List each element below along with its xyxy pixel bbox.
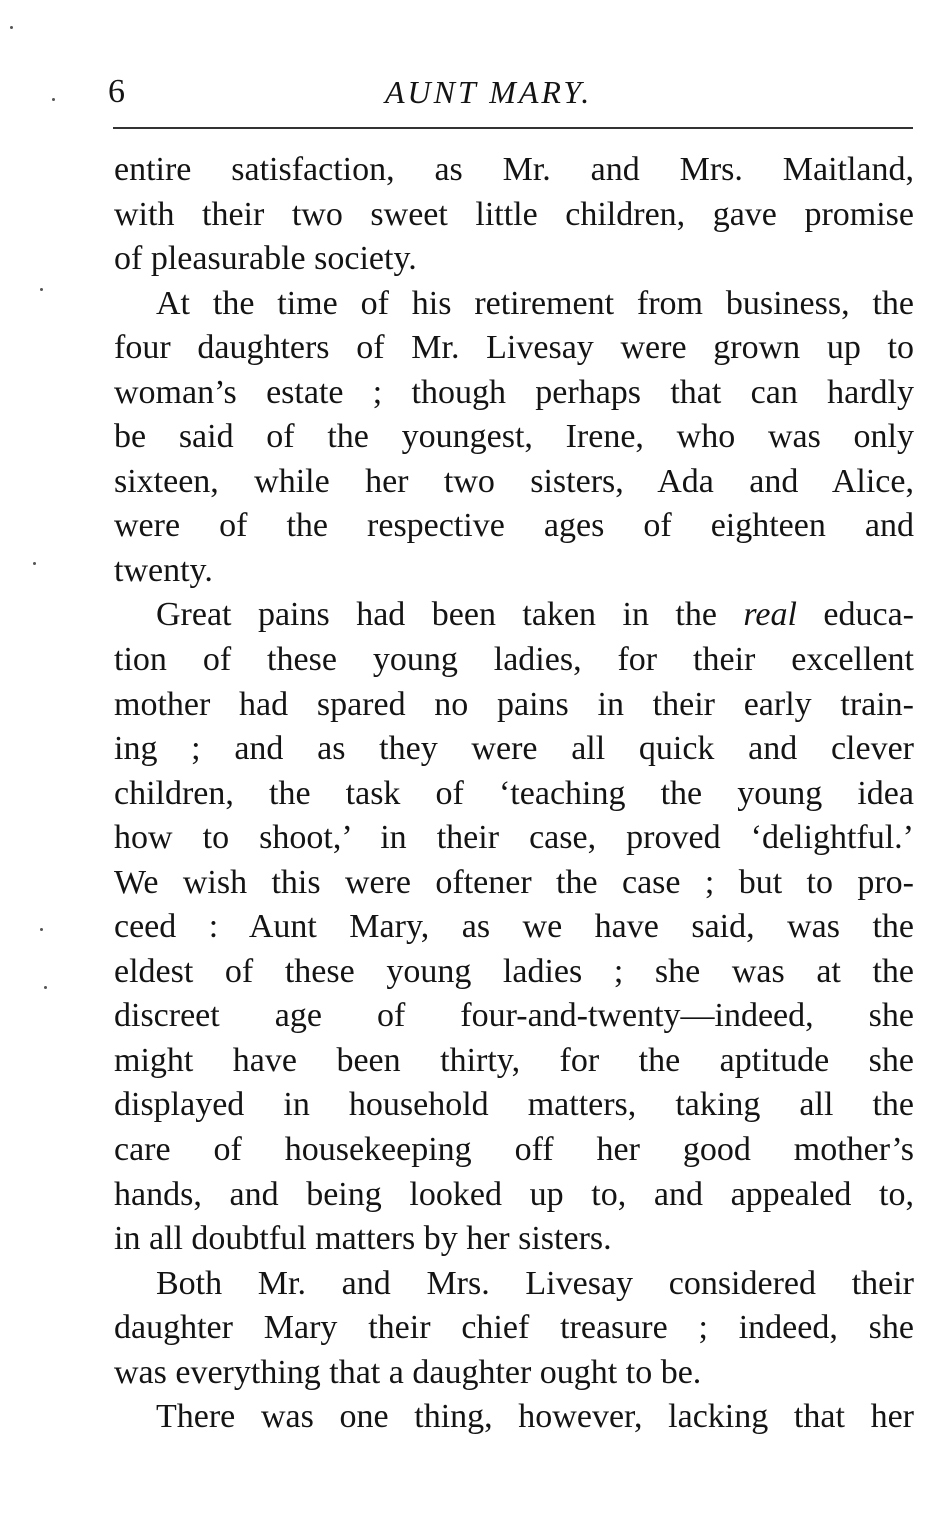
text-line: with their two sweet little children, gave promise: [114, 195, 914, 233]
scan-speck: [44, 986, 47, 989]
text-line: We wish this were oftener the case ; but to pro-: [114, 863, 914, 901]
text-line: daughter Mary their chief treasure ; indeed, she: [114, 1309, 914, 1347]
text-line: were of the respective ages of eighteen and: [114, 507, 914, 545]
italic-word: real: [743, 596, 797, 634]
text-line: care of housekeeping off her good mother’s: [114, 1131, 914, 1169]
scan-speck: [52, 98, 55, 101]
text-line: There was one thing, however, lacking that her: [156, 1398, 914, 1436]
text-line: Both Mr. and Mrs. Livesay considered their: [156, 1264, 914, 1302]
page-number: 6: [108, 73, 125, 110]
scan-speck: [40, 928, 43, 931]
text-line: be said of the youngest, Irene, who was only: [114, 418, 914, 456]
text-line: ceed : Aunt Mary, as we have said, was the: [114, 908, 914, 946]
header-rule: [113, 127, 913, 129]
text-segment: Great pains had been taken in the: [156, 596, 744, 634]
text-line: tion of these young ladies, for their excellent: [114, 641, 914, 679]
text-line: of pleasurable society.: [114, 240, 417, 278]
scan-speck: [10, 26, 13, 29]
text-line: how to shoot,’ in their case, proved ‘delightful.’: [114, 819, 914, 857]
text-line: woman’s estate ; though perhaps that can hardly: [114, 373, 914, 411]
text-line: At the time of his retirement from business, the: [156, 284, 914, 322]
text-line: twenty.: [114, 551, 213, 589]
text-line: four daughters of Mr. Livesay were grown up to: [114, 329, 914, 367]
body-text: [114, 148, 914, 1440]
text-line: eldest of these young ladies ; she was at the: [114, 952, 914, 990]
scan-speck: [40, 288, 43, 291]
text-line: sixteen, while her two sisters, Ada and Alice,: [114, 462, 914, 500]
text-line-with-italic: [114, 593, 914, 638]
running-head: [0, 68, 950, 116]
text-line: might have been thirty, for the aptitude she: [114, 1041, 914, 1079]
running-title: AUNT MARY.: [385, 74, 593, 110]
text-line: hands, and being looked up to, and appealed to,: [114, 1175, 914, 1213]
scan-speck: [33, 562, 36, 565]
text-line: children, the task of ‘teaching the young idea: [114, 774, 914, 812]
text-line: mother had spared no pains in their early train-: [114, 685, 914, 723]
text-line: discreet age of four-and-twenty—indeed, she: [114, 997, 914, 1035]
text-line: displayed in household matters, taking all the: [114, 1086, 914, 1124]
text-line: was everything that a daughter ought to be.: [114, 1353, 702, 1391]
text-segment: educa-: [796, 596, 914, 634]
text-line: in all doubtful matters by her sisters.: [114, 1220, 612, 1258]
text-line: ing ; and as they were all quick and clever: [114, 730, 914, 768]
text-line: entire satisfaction, as Mr. and Mrs. Maitland,: [114, 151, 914, 188]
